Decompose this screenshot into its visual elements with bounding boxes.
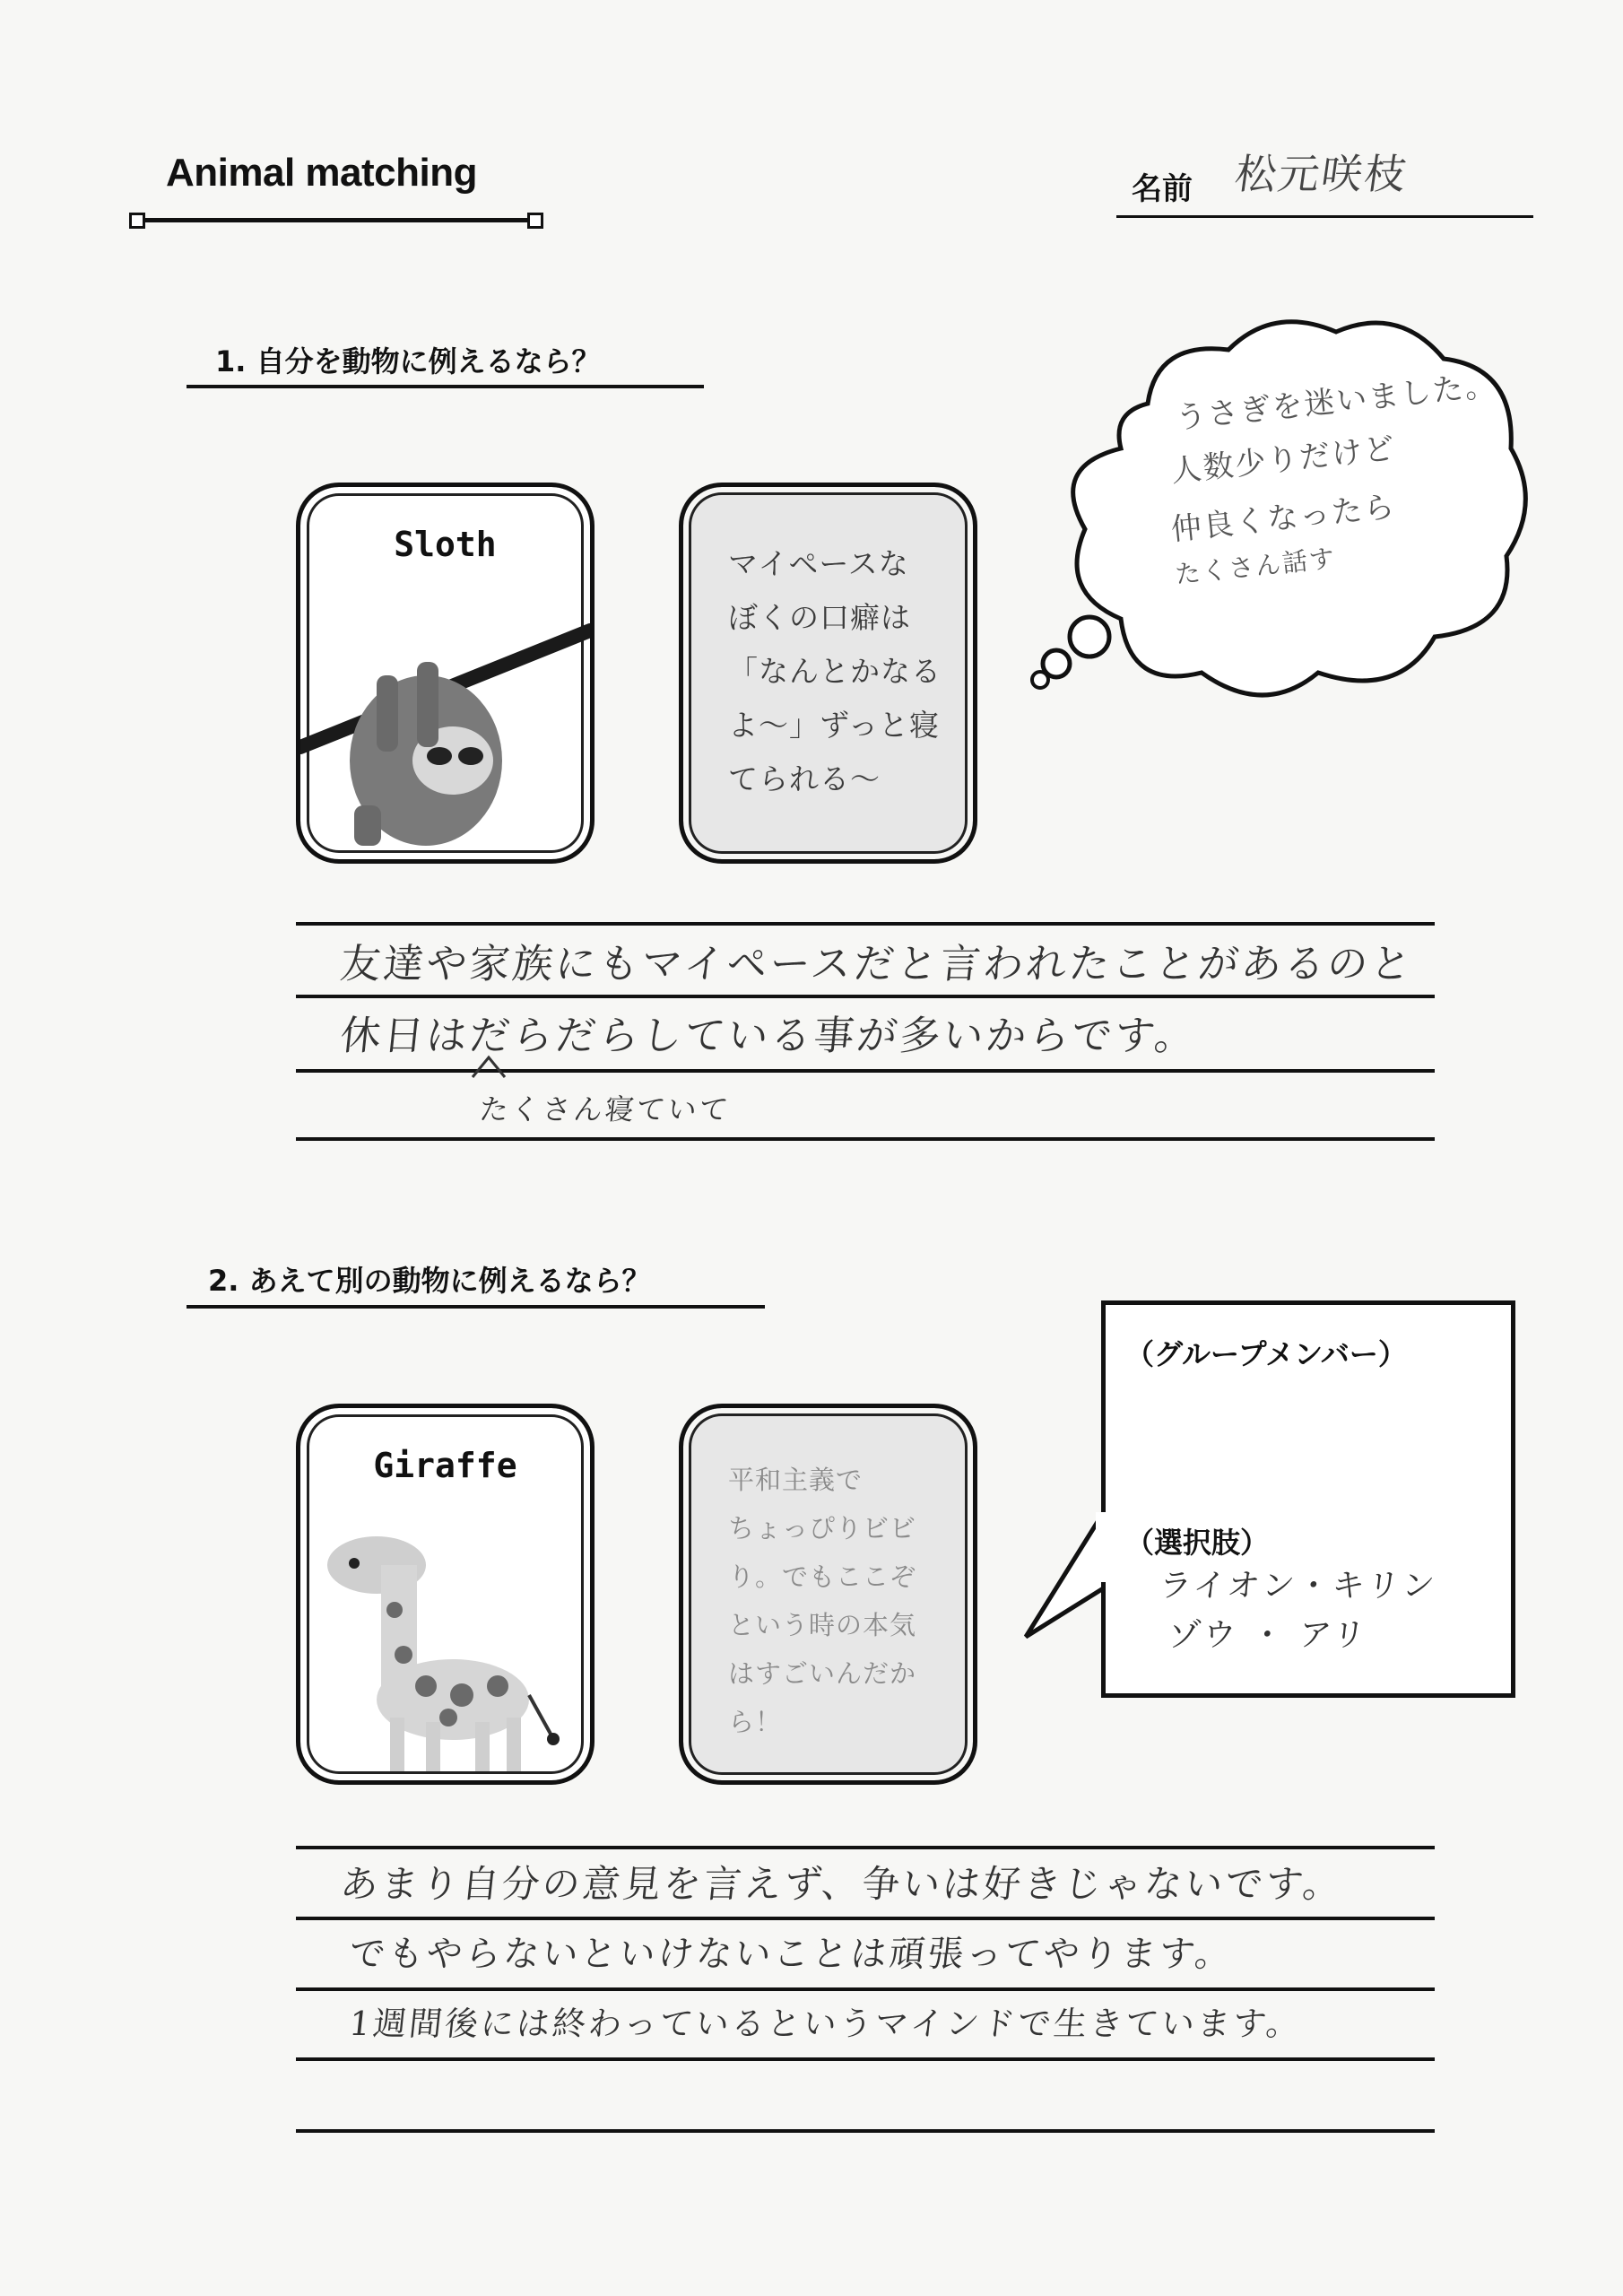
giraffe-desc-line-5: はすごいんだか — [728, 1658, 917, 1689]
answer-2-line-3: 1週間後には終わっているというマインドで生きています。 — [347, 2005, 1305, 2043]
underline-left-cap — [129, 213, 145, 229]
insertion-caret — [471, 1054, 507, 1081]
answer-2-line-1: あまり自分の意見を言えず、争いは好きじゃないです。 — [338, 1862, 1346, 1906]
title-underline — [136, 218, 540, 222]
sloth-desc-line-1: マイペースな — [728, 546, 909, 581]
thought-line-1: うさぎを迷いました。 — [1174, 367, 1499, 437]
name-handwritten: 松元咲枝 — [1231, 150, 1411, 198]
answer-2-rule-2 — [296, 1917, 1435, 1920]
giraffe-desc-line-1: 平和主義で — [728, 1465, 864, 1495]
giraffe-desc-line-4: という時の本気 — [728, 1610, 917, 1640]
answer-2-rule-3 — [296, 1987, 1435, 1991]
answer-1-line-1: 友達や家族にもマイペースだと言われたことがあるのと — [337, 940, 1417, 987]
answer-1-rule-2 — [296, 995, 1435, 998]
giraffe-description-box — [679, 1404, 977, 1785]
choices-line-1: ライオン・キリン — [1157, 1568, 1439, 1605]
sloth-desc-line-2: ぼくの口癖は — [728, 600, 911, 635]
answer-1-rule-4 — [296, 1137, 1435, 1141]
answer-2-rule-1 — [296, 1846, 1435, 1849]
thought-line-3: 仲良くなったら — [1168, 488, 1398, 549]
sloth-card — [296, 483, 595, 864]
answer-1-insertion: たくさん寝ていて — [477, 1092, 733, 1126]
giraffe-desc-line-2: ちょっぴりビビ — [728, 1513, 917, 1544]
giraffe-desc-line-6: ら！ — [728, 1707, 783, 1737]
answer-1-rule-1 — [296, 922, 1435, 926]
thought-line-2: 人数少りだけど — [1168, 430, 1398, 491]
sloth-desc-line-5: てられる〜 — [728, 761, 881, 796]
name-line — [1116, 215, 1533, 218]
section-1-heading: 1. 自分を動物に例えるなら？ — [215, 344, 601, 378]
choices-line-2: ゾウ ・ アリ — [1166, 1617, 1370, 1654]
section-2-heading: 2. あえて別の動物に例えるなら？ — [208, 1264, 651, 1298]
giraffe-desc-line-3: り。でもここぞ — [728, 1561, 917, 1592]
section-1-underline — [187, 385, 704, 388]
underline-right-cap — [527, 213, 543, 229]
sloth-card-title: Sloth — [394, 525, 497, 564]
giraffe-card-title: Giraffe — [373, 1446, 517, 1485]
choices-label: （選択肢） — [1125, 1526, 1270, 1560]
speech-gap-mask — [1092, 1507, 1110, 1614]
section-2-underline — [187, 1305, 765, 1309]
group-members-label: （グループメンバー） — [1125, 1337, 1407, 1371]
answer-2-rule-5 — [296, 2129, 1435, 2133]
thought-line-4: たくさん話す — [1173, 543, 1338, 590]
answer-2-line-2: でもやらないといけないことは頑張ってやります。 — [347, 1934, 1236, 1975]
name-label: 名前 — [1132, 171, 1193, 207]
sloth-description-box — [679, 483, 977, 864]
giraffe-illustration — [300, 1493, 590, 1780]
answer-1-rule-3 — [296, 1069, 1435, 1073]
sloth-illustration — [300, 577, 590, 855]
giraffe-card — [296, 1404, 595, 1785]
sloth-desc-line-3: 「なんとかなる — [728, 654, 942, 689]
worksheet-title: Animal matching — [166, 151, 477, 195]
answer-1-line-2: 休日はだらだらしている事が多いからです。 — [337, 1012, 1201, 1059]
answer-2-rule-4 — [296, 2057, 1435, 2061]
group-member-box — [1101, 1300, 1515, 1698]
sloth-desc-line-4: よ〜」ずっと寝 — [728, 708, 941, 743]
